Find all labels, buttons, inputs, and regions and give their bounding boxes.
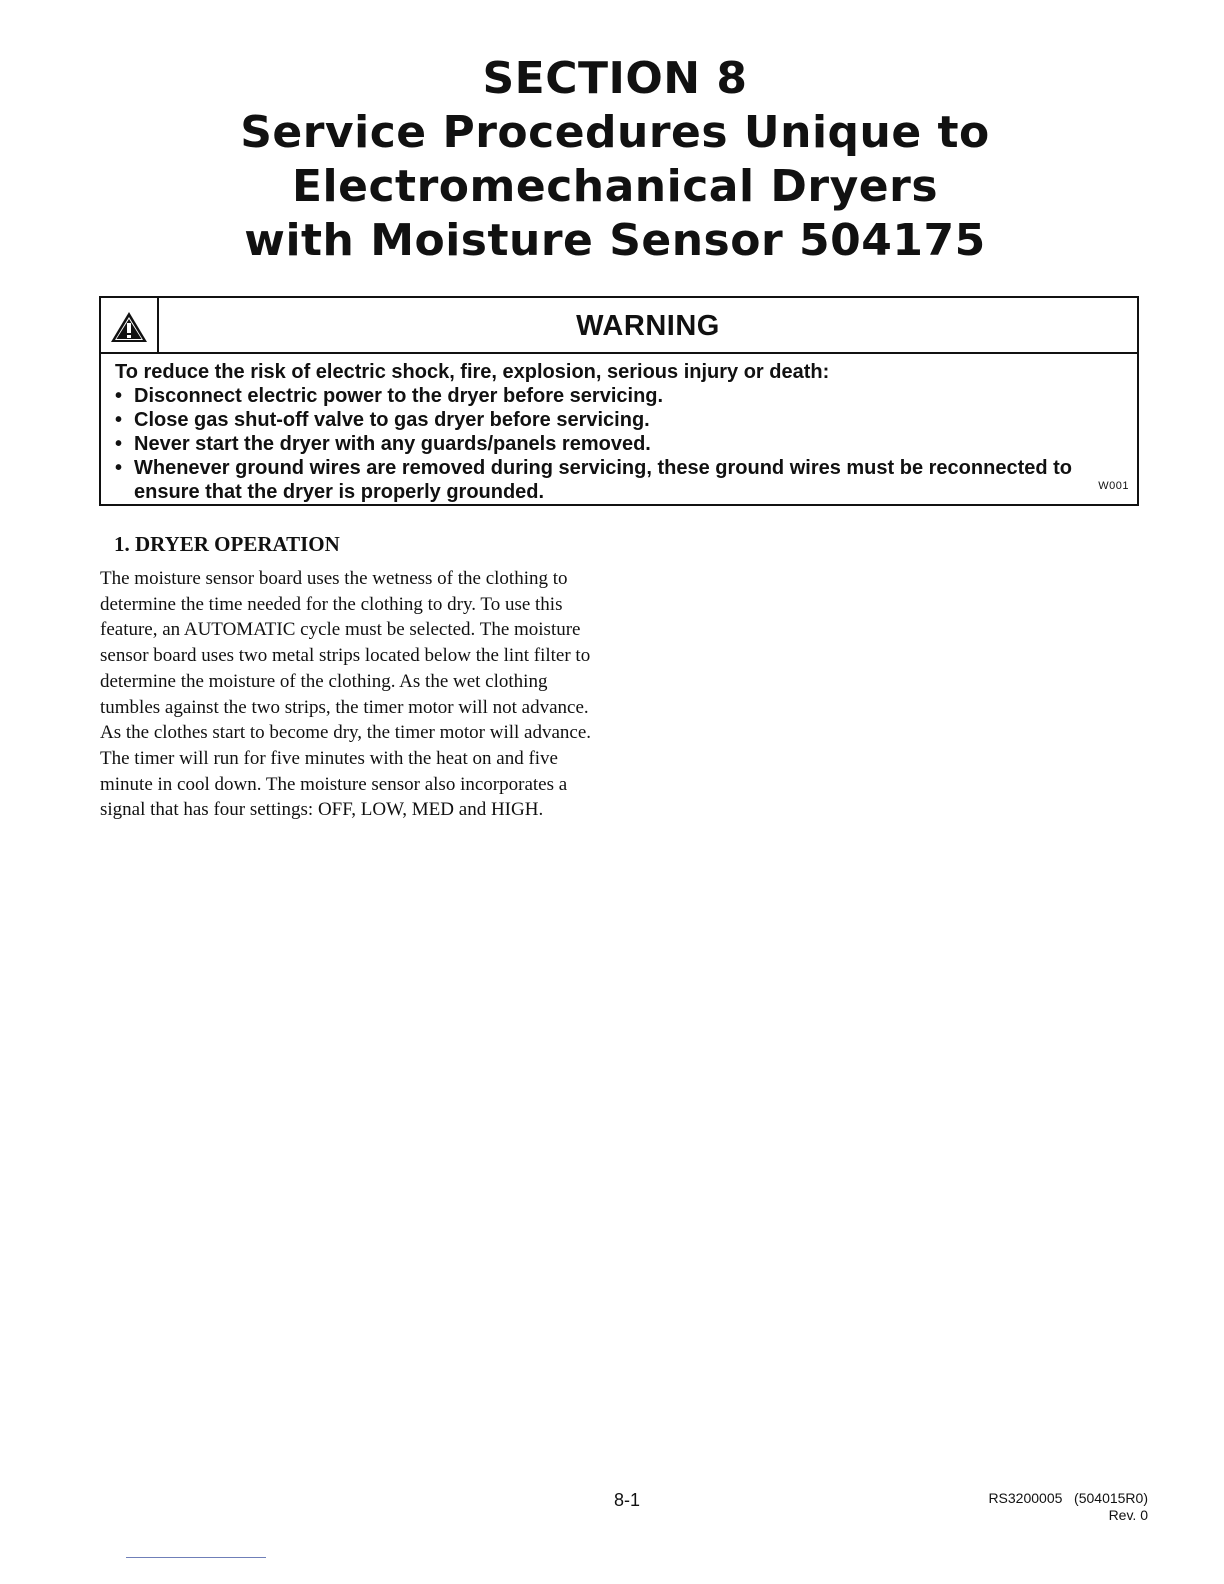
warning-list bbox=[115, 384, 1115, 504]
page-number: 8-1 bbox=[614, 1490, 641, 1510]
document-code bbox=[988, 1490, 1148, 1524]
warning-item-text: Close gas shut-off valve to gas dryer before servicing. bbox=[134, 409, 650, 431]
section-title bbox=[0, 52, 1224, 268]
section-paragraph: The moisture sensor board uses the wetness of the clothing to determine the time needed for the clothing to dry. To use this feature, an AUTOMATIC cycle must be selected. The moisture sensor board uses two metal strips located below the lint filter to determine the moisture of the clothing. As the wet clothing tumbles against the two strips, the timer motor will not advance. As the clothes start to become dry, the timer motor will advance. The timer will run for five minutes with the heat on and five minute in cool down. The moisture sensor also incorporates a signal that has four settings: OFF, LOW, MED and HIGH. bbox=[100, 568, 592, 821]
warning-item bbox=[115, 432, 1115, 456]
warning-body bbox=[115, 360, 1115, 504]
warning-item bbox=[115, 408, 1115, 432]
warning-item bbox=[115, 384, 1115, 408]
warning-icon-cell bbox=[101, 298, 159, 352]
warning-header bbox=[101, 298, 1137, 354]
warning-item-text: Whenever ground wires are removed during servicing, these ground wires must be reconnected to ensure that the dryer is properly grounded. bbox=[134, 457, 1072, 503]
document-code-line: RS3200005 (504015R0) bbox=[988, 1490, 1148, 1506]
footer-rule bbox=[126, 1557, 266, 1558]
warning-item-text: Never start the dryer with any guards/panels removed. bbox=[134, 433, 651, 455]
warning-box bbox=[99, 296, 1139, 506]
warning-item bbox=[115, 456, 1115, 504]
warning-triangle-icon bbox=[110, 311, 148, 343]
bullet-icon: • bbox=[115, 409, 123, 431]
warning-code: W001 bbox=[1098, 480, 1129, 492]
revision-label: Rev. 0 bbox=[1108, 1507, 1148, 1523]
section-title-line-1: SECTION 8 bbox=[482, 53, 748, 104]
section-title-line-4: with Moisture Sensor 504175 bbox=[244, 215, 986, 266]
bullet-icon: • bbox=[115, 433, 123, 455]
section-title-line-2: Service Procedures Unique to bbox=[240, 107, 990, 158]
warning-title: WARNING bbox=[576, 310, 720, 342]
bullet-icon: • bbox=[115, 457, 123, 479]
section-heading: 1. DRYER OPERATION bbox=[114, 532, 340, 556]
bullet-icon: • bbox=[115, 385, 123, 407]
section-title-line-3: Electromechanical Dryers bbox=[291, 161, 939, 212]
warning-intro: To reduce the risk of electric shock, fire, explosion, serious injury or death: bbox=[115, 361, 830, 383]
warning-item-text: Disconnect electric power to the dryer before servicing. bbox=[134, 385, 664, 407]
